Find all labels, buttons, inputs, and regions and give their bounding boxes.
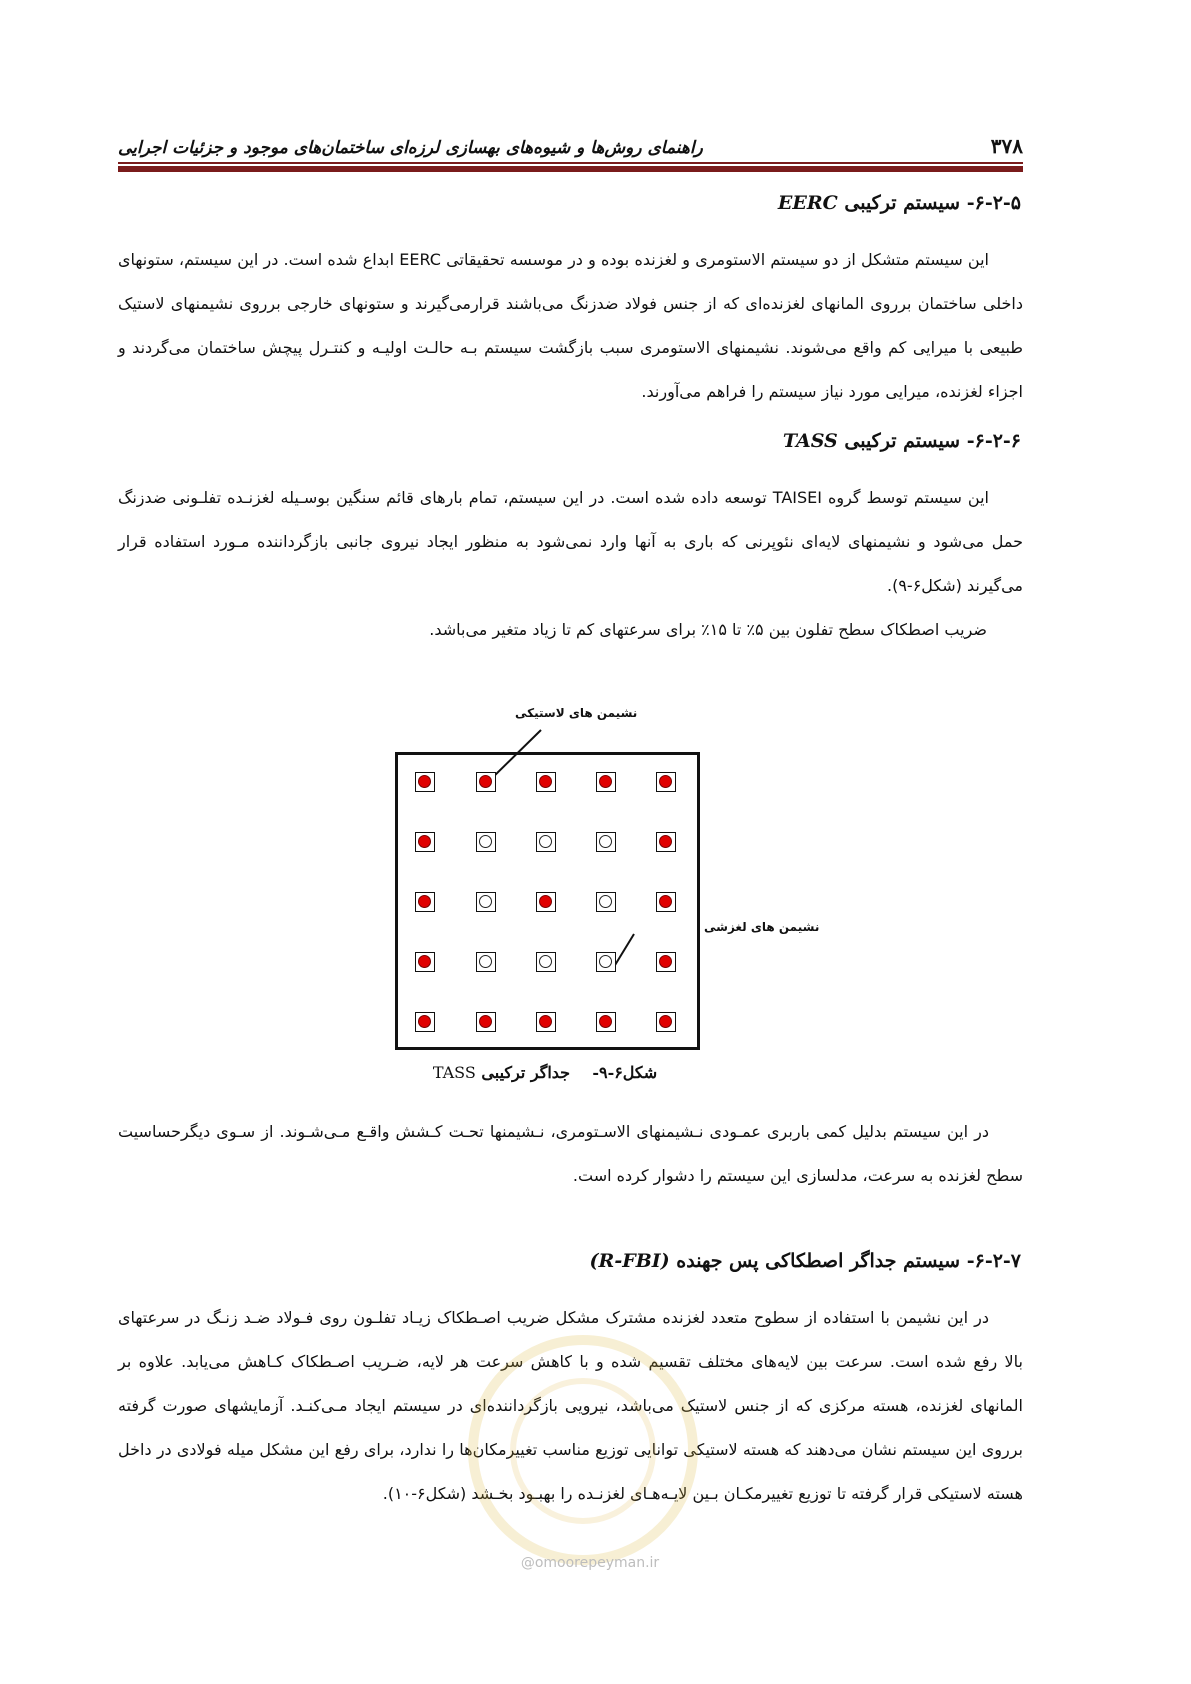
rubber-bearing-dot xyxy=(418,835,431,848)
rubber-bearing-dot xyxy=(418,775,431,788)
bearing-cell-rubber xyxy=(536,1012,556,1032)
rubber-bearing-dot xyxy=(479,1015,492,1028)
sliding-bearing-dot xyxy=(479,955,492,968)
bearing-cell-rubber xyxy=(656,772,676,792)
bearing-cell-slider xyxy=(476,832,496,852)
paragraph-tass-after-text: در این سیستم بدلیل کمی باربری عمـودی نـشیمنهای الاسـتومری، نـشیمنها تحـت کـشش واقـع مـی‌شـوند. از سـوی دیگرحساسیت سطح لغزنده به سرعت، مدلسازی این سیستم را دشوار کرده است. xyxy=(118,1122,1023,1185)
sliding-bearing-dot xyxy=(479,835,492,848)
header-title: راهنمای روش‌ها و شیوه‌های بهسازی لرزه‌ای ساختمان‌های موجود و جزئیات اجرایی xyxy=(118,138,703,158)
figure-caption xyxy=(380,1063,710,1082)
section-heading-rfbi xyxy=(141,1250,1021,1272)
section-title: سیستم جداگر اصطکاکی پس جهنده xyxy=(676,1250,961,1272)
section-title: سیستم ترکیبی xyxy=(844,430,961,452)
rubber-bearing-dot xyxy=(418,1015,431,1028)
friction-line-text: ضریب اصطکاک سطح تفلون بین ۵٪ تا ۱۵٪ برای سرعتهای کم تا زیاد متغیر می‌باشد. xyxy=(429,620,987,639)
sliding-bearing-dot xyxy=(599,955,612,968)
page-number: ۳۷۸ xyxy=(990,134,1023,158)
bearing-cell-rubber xyxy=(596,1012,616,1032)
rubber-bearing-dot xyxy=(418,895,431,908)
bearing-cell-rubber xyxy=(656,892,676,912)
rubber-bearing-dot xyxy=(479,775,492,788)
caption-latin: TASS xyxy=(432,1063,476,1082)
paragraph-rfbi-text: در این نشیمن با استفاده از سطوح متعدد لغزنده مشترک مشکل ضریب اصـطکاک زیـاد تفلـون روی فـولاد ضـد زنـگ در سرعتهای بالا رفع شده است. سرعت بین لایه‌های مختلف تقسیم شده و با کاهش سرعت هر لایه، ضـریب اصـطکاک کـاهش می‌یابد. علاوه بر المانهای لغزنده، هسته مرکزی که از جنس لاستیک می‌باشد، نیرویی بازگرداننده‌ای در سیستم ایجاد مـی‌کنـد. آزمایشهای صورت گرفته برروی این سیستم نشان می‌دهند که هسته لاستیکی توانایی توزیع مناسب تغییرمکان‌ها را ندارد، برای رفع این مشکل میله فولادی در داخل هسته لاستیکی قرار گرفته تا توزیع تغییرمکـان بـین لایـه‌هـای لغزنـده را بهبـود بخـشد (شکل۶-۱۰). xyxy=(118,1308,1023,1503)
rubber-bearing-dot xyxy=(418,955,431,968)
bearing-cell-rubber xyxy=(415,772,435,792)
bearing-cell-rubber xyxy=(656,1012,676,1032)
tass-bearing-plan xyxy=(395,752,700,1050)
bearing-cell-slider xyxy=(596,832,616,852)
bearing-cell-slider xyxy=(476,952,496,972)
section-latin: EERC xyxy=(777,192,838,214)
bearing-cell-rubber xyxy=(415,832,435,852)
bearing-cell-rubber xyxy=(476,1012,496,1032)
bearing-cell-rubber xyxy=(656,832,676,852)
sliding-bearing-dot xyxy=(479,895,492,908)
section-latin: TASS xyxy=(782,430,838,452)
rubber-bearing-dot xyxy=(539,895,552,908)
rubber-bearing-dot xyxy=(539,775,552,788)
section-latin: (R-FBI) xyxy=(589,1250,670,1272)
bearing-cell-rubber xyxy=(596,772,616,792)
sliding-bearing-dot xyxy=(539,835,552,848)
watermark-text: @omoorepeyman.ir xyxy=(520,1555,660,1571)
rubber-bearing-dot xyxy=(599,775,612,788)
sliding-bearing-dot xyxy=(599,895,612,908)
bearing-cell-slider xyxy=(596,952,616,972)
sliding-bearing-dot xyxy=(539,955,552,968)
paragraph-tass-text: این سیستم توسط گروه TAISEI توسعه داده شده است. در این سیستم، تمام بارهای قائم سنگین بوسـیله لغزنـده تفلـونی ضدزنگ حمل می‌شود و نشیمنهای لایه‌ای نئوپرنی که باری به آنها وارد نمی‌شود به منظور ایجاد نیروی جانبی بازگرداننده مـورد استفاده قرار می‌گیرند (شکل۶-۹). xyxy=(118,488,1023,595)
bearing-cell-slider xyxy=(596,892,616,912)
section-number: ۶-۲-۷- xyxy=(966,1250,1021,1272)
paragraph-tass-after xyxy=(118,1110,1023,1198)
rubber-bearing-dot xyxy=(659,955,672,968)
bearing-cell-slider xyxy=(536,832,556,852)
paragraph-eerc-text: این سیستم متشکل از دو سیستم الاستومری و لغزنده بوده و در موسسه تحقیقاتی EERC ابداع شده است. در این سیستم، ستونهای داخلی ساختمان برروی المانهای لغزنده‌ای که از جنس فولاد ضدزنگ می‌باشند قرارمی‌گیرند و ستونهای خارجی برروی نشیمنهای لاستیک طبیعی با میرایی کم واقع می‌شوند. نشیمنهای الاستومری سبب بازگشت سیستم بـه حالـت اولیـه و کنتـرل پیچش ساختمان می‌گردند و اجزاء لغزنده، میرایی مورد نیاز سیستم را فراهم می‌آورند. xyxy=(118,250,1023,401)
bearing-cell-rubber xyxy=(656,952,676,972)
caption-number: شکل۶-۹- xyxy=(592,1063,658,1082)
bearing-cell-rubber xyxy=(415,952,435,972)
bearing-cell-rubber xyxy=(415,1012,435,1032)
rubber-bearing-dot xyxy=(659,895,672,908)
rubber-bearing-dot xyxy=(659,1015,672,1028)
bearing-cell-slider xyxy=(476,892,496,912)
rubber-bearing-dot xyxy=(659,775,672,788)
bearing-cell-rubber xyxy=(536,772,556,792)
bearing-cell-slider xyxy=(536,952,556,972)
paragraph-rfbi xyxy=(118,1296,1023,1516)
section-number: ۶-۲-۶- xyxy=(966,430,1021,452)
label-rubber-bearings: نشیمن های لاستیکی xyxy=(515,706,638,720)
rubber-bearing-dot xyxy=(659,835,672,848)
caption-title: جداگر ترکیبی xyxy=(481,1063,571,1082)
bearing-cell-rubber xyxy=(476,772,496,792)
sliding-bearing-dot xyxy=(599,835,612,848)
section-number: ۶-۲-۵- xyxy=(966,192,1021,214)
rubber-bearing-dot xyxy=(599,1015,612,1028)
rubber-bearing-dot xyxy=(539,1015,552,1028)
bearing-cell-rubber xyxy=(415,892,435,912)
bearing-cell-rubber xyxy=(536,892,556,912)
label-sliding-bearings: نشیمن های لغزشی xyxy=(704,920,820,934)
section-title: سیستم ترکیبی xyxy=(844,192,961,214)
